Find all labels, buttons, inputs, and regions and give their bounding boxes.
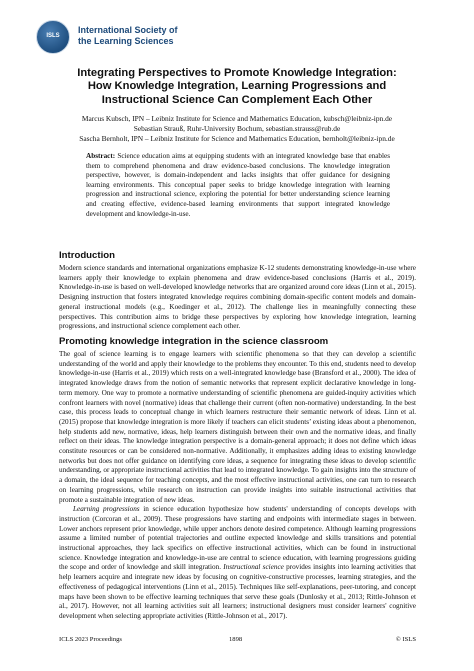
author-1: Marcus Kubsch, IPN – Leibniz Institute for Science and Mathematics Education, kubsch@leibniz-ipn.de [81,114,393,123]
section-heading-promoting: Promoting knowledge integration in the science classroom [59,336,329,347]
author-list [20,114,454,143]
abstract [86,152,390,219]
footer-proceedings: ICLS 2023 Proceedings [59,636,123,643]
section-2-paragraph-1: The goal of science learning is to engage learners with scientific phenomena so that they can develop a scientific understanding of the world and apply their knowledge to the problems they encounter. To this end, students need to develop knowledge-in-use (Harris et al., 2019) which rests on a well-integrated knowledge base (Bransford et al., 2000). The idea of integrated knowledge draws from the notion of semantic networks that represent explicit declarative knowledge in long-term memory. One way to promote a normative understanding of scientific phenomena are guided-inquiry activities which confront learners with novel (normative) ideas that challenge their current (often non-normative) understanding. In the best case, this process leads to conceptual change in which learners restructure their semantic network of ideas. Linn et al. (2015) propose that knowledge integration is more likely if teachers can elicit students’ existing ideas about a phenomenon, help students add new, normative, ideas, help learners distinguish between their own and the normative ideas, and finally reflect on their ideas. The knowledge integration perspective is a domain-general approach; it does not define which ideas constitute resources or can be considered non-normative. Additionally, it emphasizes adding ideas to existing knowledge networks but does not offer guidance on identifying core ideas, a sequence for integrating these ideas to develop scientific understanding, or appropriate instructional activities that lead to integrated knowledge. To gain insights into the structure of a domain, the ideal sequence for teaching concepts, and the most effective instructional activities, one can turn to research on learning progressions, while research on instruction can provide insights into suitable instructional activities that promote a sustainable integration of new ideas. [59,350,416,504]
introduction-paragraph: Modern science standards and international organizations emphasize K-12 students demonstrating knowledge-in-use where learners apply their knowledge to explain phenomena and draw evidence-based conclusions (Harris et al., 2019). Knowledge-in-use is based on well-developed knowledge networks that are organized around core ideas (Linn et al., 2015). Designing instruction that fosters integrated knowledge requires combining domain-specific content models and domain-general instructional models (e.g., Koedinger et al., 2012). The challenge lies in meaningfully connecting these perspectives. This contribution aims to bridge these perspectives by exploring how knowledge integration, learning progressions, and instructional science complement each other. [59,264,416,331]
society-name [78,25,238,47]
paragraph-2-part-b: provides insights into learning activities that help learners acquire and integrate new ideas by focusing on cognitive-constructive processes, learning strategies, and the effectiveness of pedagogical interventions (Linn et al., 2015). Techniques like self-explanations, peer-tutoring, and concept maps have been shown to be effective learning techniques that serve these goals (Dunlosky et al., 2013; Rittle-Johnson et al., 2017). However, not all learning activities suit all learners; instructional designers must consider learners' cognitive development when selecting appropriate activities (Rittle-Johnson et al., 2017). [59,563,416,620]
paragraph-2-part-a: in science education hypothesize how students' understanding of concepts develops with instruction (Corcoran et al., 2009). These progressions have starting and endpoints with intermediate stages in between. Lower anchors represent prior knowledge, while upper anchors denote desired competence. Although learning progressions assume a limited number of potential trajectories and outline expected knowledge and skills transitions and potential instructional approaches, they lack specifics on effective instructional activities, which can be found in instructional science. Knowledge integration and knowledge-in-use are central to science education, with learning progressions guiding the scope and order of knowledge and skill integration. [59,505,416,572]
page-number: 1898 [229,636,243,643]
abstract-text: Science education aims at equipping students with an integrated knowledge base that enables them to comprehend phenomena and draw evidence-based conclusions. The knowledge integration perspective, however, is domain-independent and lacks insights that offer guidance for designing learning environments. This conceptual paper seeks to bridge knowledge integration with learning progression and instructional science, exploring the potential for better understanding science learning and creating effective, evidence-based learning environments that support integrated knowledge development and knowledge-in-use. [86,152,390,218]
term-learning-progressions: Learning progressions [73,505,140,514]
page-footer [59,636,416,646]
title-line1: Integrating Perspectives to Promote Knowledge Integration: [77,67,397,79]
author-2: Sebastian Strauß, Ruhr-University Bochum, sebastian.strauss@rub.de [133,123,341,133]
section-heading-introduction: Introduction [59,250,115,261]
section-2-paragraph-2 [59,505,416,621]
title-line3: Instructional Science Can Complement Each Other [101,93,373,106]
section-2-body [59,350,416,622]
introduction-body [59,264,416,332]
header [0,0,474,56]
term-instructional-science: Instructional science [223,563,284,572]
abstract-label: Abstract: [86,152,116,160]
society-name-line2: the Learning Sciences [78,36,174,46]
paper-title [50,67,424,107]
author-3: Sascha Bernholt, IPN – Leibniz Institute for Science and Mathematics Education, bernholt@leibniz-ipn.de [79,133,395,143]
isls-logo-icon [36,20,70,54]
footer-copyright: © ISLS [395,636,416,643]
title-line2: How Knowledge Integration, Learning Progressions and [87,80,387,93]
society-name-line1: International Society of [78,25,178,35]
logo-mark: ISLS [46,33,60,39]
